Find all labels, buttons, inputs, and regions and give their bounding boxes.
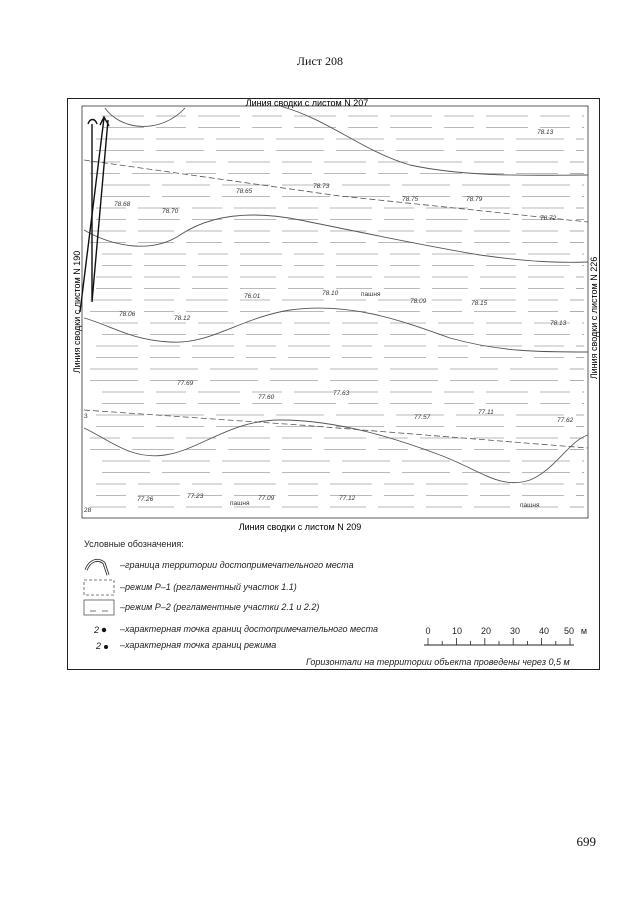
boundary-icon <box>86 560 108 575</box>
land-label: пашня <box>361 291 381 298</box>
elevation-mark: 78.79 <box>466 196 483 203</box>
contour-line <box>84 215 588 262</box>
neighbor-left-label: Линия сводки с листом N 190 <box>72 250 82 374</box>
regime-boundary-line <box>84 160 588 222</box>
elevation-mark: 77.11 <box>478 409 494 416</box>
elevation-mark: 78.10 <box>322 290 339 297</box>
elevation-mark: 78.75 <box>402 196 419 203</box>
direction-arrows <box>80 117 109 312</box>
scale-tick-label: 50 <box>563 626 575 636</box>
contour-line <box>84 308 588 352</box>
elevation-mark: 77.62 <box>557 417 574 424</box>
land-labels <box>230 291 540 509</box>
elevation-mark: 76.01 <box>244 293 261 300</box>
elevation-mark: 78.06 <box>119 311 136 318</box>
neighbor-top-label: Линия сводки с листом N 207 <box>245 98 369 108</box>
neighbor-right-label: Линия сводки с листом N 226 <box>589 256 599 380</box>
regime-p2-icon <box>84 600 114 615</box>
corner-number: 3 <box>84 413 88 420</box>
scale-tick-label: 20 <box>480 626 492 636</box>
point-boundary-icon <box>102 628 106 632</box>
elevation-mark: 77.63 <box>333 390 350 397</box>
elevation-mark: 78.09 <box>410 298 427 305</box>
contour-note: Горизонтали на территории объекта проведены через 0,5 м <box>306 657 570 667</box>
elevation-mark: 77.12 <box>339 495 356 502</box>
elevation-mark: 78.13 <box>550 320 567 327</box>
legend-item-point-regime: –характерная точка границ режима <box>120 640 277 650</box>
elevation-mark: 77.26 <box>137 496 154 503</box>
legend-markers <box>93 625 101 651</box>
elevation-mark: 77.23 <box>187 493 204 500</box>
neighbor-bottom-label: Линия сводки с листом N 209 <box>238 522 362 532</box>
elevation-mark: 78.65 <box>236 188 253 195</box>
elevation-mark: 77.09 <box>258 495 275 502</box>
map-area-border <box>82 106 588 518</box>
elevation-mark: 78.13 <box>537 129 554 136</box>
legend-item-boundary: –граница территории достопримечательного места <box>120 560 354 570</box>
corner-number: 28 <box>84 507 92 514</box>
elevation-mark: 78.70 <box>162 208 179 215</box>
arrow-head <box>88 120 97 125</box>
scale-bar <box>424 626 587 645</box>
elevation-mark: 78.12 <box>174 315 191 322</box>
legend-marker: 2 <box>96 641 102 651</box>
page-number: 699 <box>576 834 596 849</box>
contour-line <box>280 106 588 175</box>
contour-line <box>105 108 185 126</box>
land-label: пашня <box>520 502 540 509</box>
contour-line <box>84 420 588 483</box>
legend-item-regime-p1: –режим Р–1 (регламентный участок 1.1) <box>120 582 297 592</box>
legend-item-point-boundary: –характерная точка границ достопримечательного места <box>120 624 378 634</box>
point-regime-icon <box>104 645 108 649</box>
elevation-mark: 78.15 <box>471 300 488 307</box>
elevation-mark: 77.60 <box>258 394 275 401</box>
regime-boundary <box>84 160 588 448</box>
elevation-mark: 77.69 <box>177 380 194 387</box>
sheet-title: Лист 208 <box>296 54 344 68</box>
legend-item-regime-p2: –режим Р–2 (регламентные участки 2.1 и 2.2) <box>120 602 320 612</box>
land-label: пашня <box>230 500 250 507</box>
legend-icons <box>84 560 114 649</box>
scale-tick-label: 40 <box>538 626 550 636</box>
regime-p1-icon <box>84 580 114 595</box>
legend-title: Условные обозначения: <box>84 539 184 549</box>
legend-marker: 2 <box>94 625 100 635</box>
regime-boundary-line <box>84 410 588 448</box>
scale-tick-label: 30 <box>509 626 521 636</box>
scale-tick-label: 0 <box>425 626 431 636</box>
elevation-mark: 77.57 <box>414 414 431 421</box>
scale-tick-label: 10 <box>451 626 463 636</box>
elevation-mark: 78.72 <box>540 215 557 222</box>
elevation-mark: 78.73 <box>313 183 330 190</box>
elevation-mark: 78.68 <box>114 201 131 208</box>
scale-unit: м <box>580 626 588 636</box>
